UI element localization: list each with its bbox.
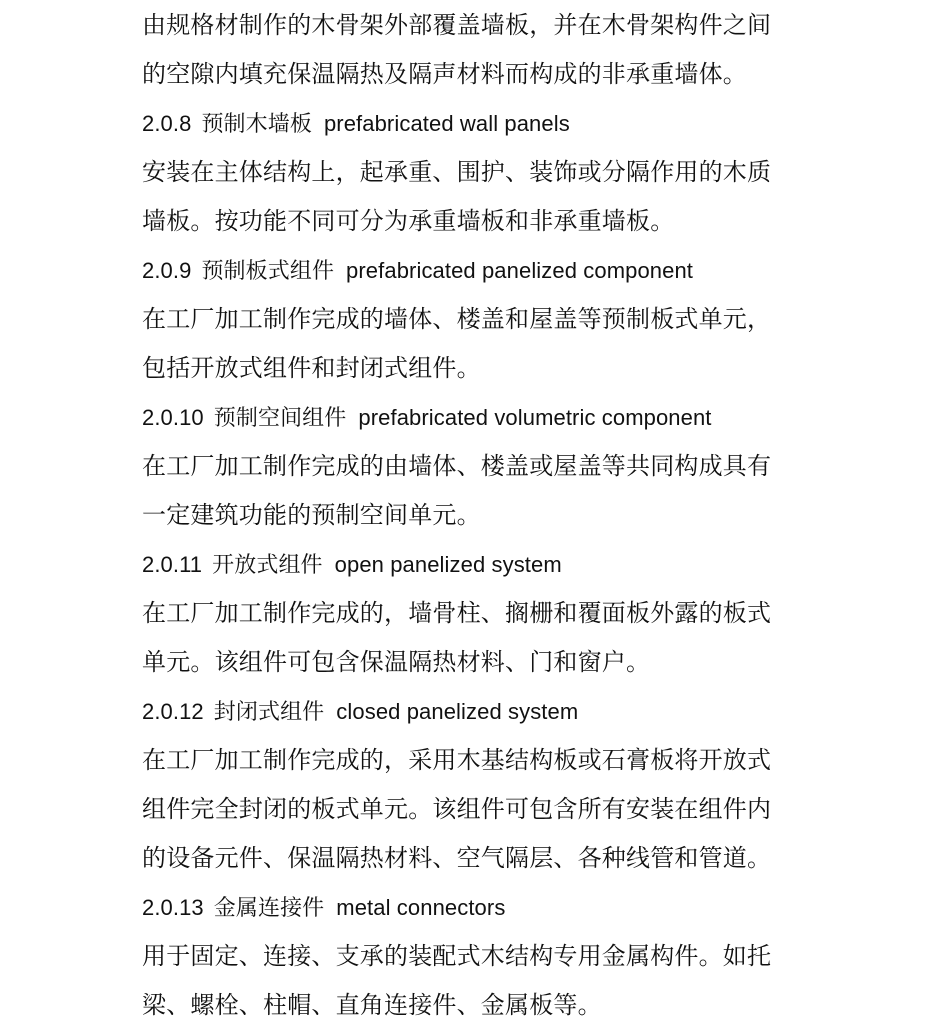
term-chinese: 预制木墙板 bbox=[201, 112, 312, 137]
paragraph-line: 墙板。按功能不同可分为承重墙板和非承重墙板。 bbox=[142, 207, 675, 235]
term-number: 2.0.12 bbox=[142, 699, 204, 724]
term-heading bbox=[142, 540, 802, 589]
term-heading bbox=[142, 883, 802, 932]
term-heading bbox=[142, 687, 802, 736]
term-number: 2.0.13 bbox=[142, 895, 204, 920]
term-heading bbox=[142, 99, 802, 148]
paragraph-line: 安装在主体结构上，起承重、围护、装饰或分隔作用的木质 bbox=[142, 158, 772, 186]
term-english: prefabricated panelized component bbox=[346, 258, 694, 283]
paragraph-line: 在工厂加工制作完成的墙体、楼盖和屋盖等预制板式单元， bbox=[142, 305, 772, 333]
term-chinese: 封闭式组件 bbox=[213, 700, 325, 725]
term-chinese: 开放式组件 bbox=[212, 553, 323, 578]
paragraph-line: 在工厂加工制作完成的，采用木基结构板或石膏板将开放式 bbox=[142, 746, 772, 774]
paragraph-line: 的空隙内填充保温隔热及隔声材料而构成的非承重墙体。 bbox=[142, 60, 747, 88]
term-english: prefabricated wall panels bbox=[323, 111, 570, 136]
term-number: 2.0.10 bbox=[142, 405, 204, 430]
term-number: 2.0.11 bbox=[142, 552, 203, 577]
paragraph-line: 包括开放式组件和封闭式组件。 bbox=[142, 354, 481, 382]
term-english: closed panelized system bbox=[336, 699, 579, 724]
term-chinese: 预制空间组件 bbox=[213, 406, 347, 431]
paragraph-line: 单元。该组件可包含保温隔热材料、门和窗户。 bbox=[142, 648, 651, 676]
paragraph-line: 组件完全封闭的板式单元。该组件可包含所有安装在组件内 bbox=[142, 795, 772, 823]
term-english: prefabricated volumetric component bbox=[358, 405, 712, 430]
document-page bbox=[142, 0, 802, 1030]
term-number: 2.0.8 bbox=[142, 111, 192, 136]
paragraph-line: 一定建筑功能的预制空间单元。 bbox=[142, 501, 481, 529]
term-chinese: 金属连接件 bbox=[213, 896, 325, 921]
paragraph-line: 用于固定、连接、支承的装配式木结构专用金属构件。如托 bbox=[142, 942, 772, 970]
term-chinese: 预制板式组件 bbox=[201, 259, 335, 284]
term-heading bbox=[142, 246, 802, 295]
paragraph-line: 由规格材制作的木骨架外部覆盖墙板，并在木骨架构件之间 bbox=[142, 11, 772, 39]
paragraph-line: 在工厂加工制作完成的，墙骨柱、搁栅和覆面板外露的板式 bbox=[142, 599, 772, 627]
paragraph-line: 梁、螺栓、柱帽、直角连接件、金属板等。 bbox=[142, 991, 602, 1019]
paragraph-line: 在工厂加工制作完成的由墙体、楼盖或屋盖等共同构成具有 bbox=[142, 452, 772, 480]
term-english: metal connectors bbox=[336, 895, 506, 920]
term-heading bbox=[142, 393, 802, 442]
term-english: open panelized system bbox=[334, 552, 562, 577]
term-number: 2.0.9 bbox=[142, 258, 192, 283]
paragraph-line: 的设备元件、保温隔热材料、空气隔层、各种线管和管道。 bbox=[142, 844, 772, 872]
